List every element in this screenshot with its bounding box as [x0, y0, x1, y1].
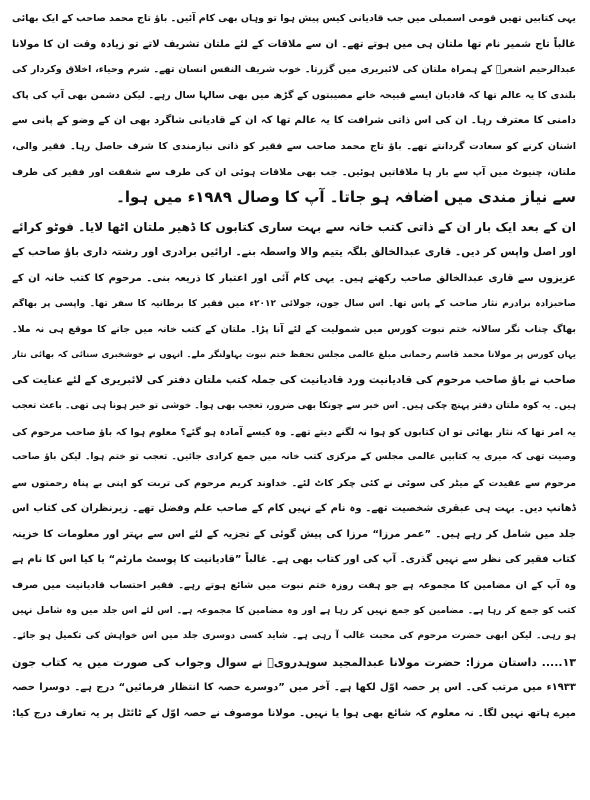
text-line: وصیت تھی کہ میری یہ کتابیں عالمی مجلس کے مرکزی کتب خانہ میں جمع کرادی جائیں۔ تعجب تو ختم ہوا۔ لیکن باؤ صاحب — [12, 452, 576, 463]
text-line: کتب کو جمع کر رہا ہے۔ مضامین کو جمع نہیں کر رہا ہے اور وہ مضامین کا مجموعہ ہے۔ اس لئے اس جلد میں وہ شامل نہیں — [12, 605, 576, 616]
text-line: عزیزوں سے قاری عبدالخالق صاحب رکھتے ہیں۔ یہی کام آئی اور اعتبار کا ذریعہ بنی۔ مرحوم کا کتب خانہ ان کے — [12, 272, 576, 284]
text-line: ہو رہی۔ لیکن ابھی حضرت مرحوم کی محبت غالب آ رہی ہے۔ شاید کسی دوسری جلد میں اس خواہش کی تکمیل ہو جائے۔ — [12, 631, 576, 642]
text-line: بلندی کا یہ عالم تھا کہ قادیان ایسے قبیحہ خانے مصیبتوں کے گڑھ میں بھی سالہا سال رہے۔ لیکن دشمن بھی آپ کی پاک — [12, 89, 576, 101]
text-line: مرحوم سے عقیدت کے میٹر کی سوئی نے کئی چکر کاٹ لئے۔ خداوند کریم مرحوم کی تربت کو اپنی بے پناہ رحمتوں سے — [12, 477, 576, 489]
text-line: یہی کتابیں تھیں قومی اسمبلی میں جب قادیانی کیس پیش ہوا تو وہاں بھی کام آئیں۔ باؤ تاج محمد صاحب کے ایک بھائی — [12, 13, 576, 24]
text-line: ۱۹۳۳ء میں مرتب کی۔ اس پر حصہ اوّل لکھا ہے۔ آخر میں ”دوسرے حصہ کا انتظار فرمائیں“ درج ہے۔ دوسرا حصہ — [12, 682, 576, 694]
text-line: عبدالرحیم اشعرؒ کے ہمراہ ملتان کی لائبریری میں گزرتا۔ خوب شریف النفس انسان تھے۔ شرم وحیاء، اخلاق وکردار کی — [12, 64, 576, 76]
text-line: ان کے بعد ایک بار ان کے ذاتی کتب خانہ سے بہت ساری کتابوں کا ڈھیر ملتان اٹھا لایا۔ فوٹو کرائے — [12, 219, 576, 234]
text-line: یہ امر تھا کہ نثار بھائی تو ان کتابوں کو ہوا نہ لگنے دیتے تھے۔ وہ کیسے آمادہ ہو گئے؟ معلوم ہوا کہ باؤ صاحب مرحوم کی — [12, 426, 576, 438]
text-line: بھاگ چناب نگر سالانہ ختم نبوت کورس میں شمولیت کے لئے آنا پڑا۔ ملتان کے کتب خانہ میں جانے کا موقع ہی نہ ملا۔ — [12, 324, 576, 336]
text-line: دامنی کا معترف رہا۔ ان کی اس ذاتی شرافت کا یہ عالم تھا کہ ان کے قادیانی شاگرد بھی ان کے وضو کے پانی سے — [12, 115, 576, 127]
text-line: وہ آپ کے ان مضامین کا مجموعہ ہے جو ہفت روزہ ختم نبوت میں شائع ہوتے رہے۔ فقیر احتساب قادیانیت میں صرف — [12, 580, 576, 592]
text-line: یہاں کورس پر مولانا محمد قاسم رحمانی مبلغ عالمی مجلس تحفظ ختم نبوت بہاولنگر ملے۔ انہوں نے خوشخبری سنائی کہ بھائی نثار — [12, 349, 576, 360]
text-line: کتاب فقیر کی نظر سے نہیں گذری۔ آپ کی اور کتاب بھی ہے۔ غالباً ”قادیانیت کا پوسٹ مارٹم“ یا کیا اس کا نام ہے — [12, 554, 576, 566]
text-line: ڈھانپ دیں۔ بہت ہی عبقری شخصیت تھے۔ وہ نام کے نہیں کام کے صاحب علم وفضل تھے۔ زیرنظران کی کتاب اس — [12, 503, 576, 515]
text-line: ۱۳..... داستان مرزا: حضرت مولانا عبدالمجید سوہدرویؒ نے سوال وجواب کی صورت میں یہ کتاب جون — [12, 655, 576, 669]
text-line: ملتان، چنیوٹ میں آپ سے بار ہا ملاقاتیں ہوئیں۔ جب بھی ملاقات ہوئی ان کی طرف سے شفقت اور فقیر کی طرف — [12, 166, 576, 178]
text-line: صاحبزادہ برادرم نثار صاحب کے پاس تھا۔ اس سال جون، جولائی ۲۰۱۲ء میں فقیر کا برطانیہ کا سفر تھا۔ واپسی پر بھاگم — [12, 298, 576, 309]
text-line: اور اصل واپس کر دیں۔ قاری عبدالخالق بلگہ یتیم والا واسطہ بنے۔ ارائیں برادری اور رشتہ داری باؤ صاحب کے — [12, 246, 576, 259]
text-line: سے نیاز مندی میں اضافہ ہو جاتا۔ آپ کا وصال ۱۹۸۹ء میں ہوا۔ — [116, 188, 576, 207]
text-line: ہیں۔ یہ کوہ ملتان دفتر پہنچ چکی ہیں۔ اس خبر سے چونکا بھی ضرور، تعجب بھی ہوا۔ خوشی تو خیر ہونا ہی تھی۔ باعث تعجب — [12, 400, 576, 411]
paragraph-3 — [12, 650, 576, 727]
paragraph-2 — [12, 215, 576, 650]
text-line: غالباً تاج شمیر نام تھا ملتان ہی میں ہوتے تھے۔ ان سے ملاقات کے لئے ملتان تشریف لاتے تو زیادہ وقت ان کا مولانا — [12, 38, 576, 50]
text-line: میرے ہاتھ نہیں لگا۔ نہ معلوم کہ شائع بھی ہوا یا نہیں۔ مولانا موصوف نے حصہ اوّل کے ٹائٹل پر یہ تعارف درج کیا: — [12, 708, 576, 720]
text-line: جلد میں شامل کر رہے ہیں۔ ”عمر مرزا“ مرزا کی پیش گوئی کے تجزیہ کے لئے اس سے بہتر اور معلومات کا خزینہ — [12, 528, 576, 540]
paragraph-1 — [12, 6, 576, 211]
text-line: اشنان کرنے کو سعادت گردانتے تھے۔ باؤ تاج محمد صاحب سے فقیر کو ذاتی نیازمندی کا شرف حاصل رہا۔ فقیر والی، — [12, 140, 576, 152]
text-line: صاحب نے باؤ صاحب مرحوم کی قادیانیت ورد قادیانیت کی جملہ کتب ملتان دفتر کی لائبریری کے لئے عنایت کی — [12, 374, 576, 387]
